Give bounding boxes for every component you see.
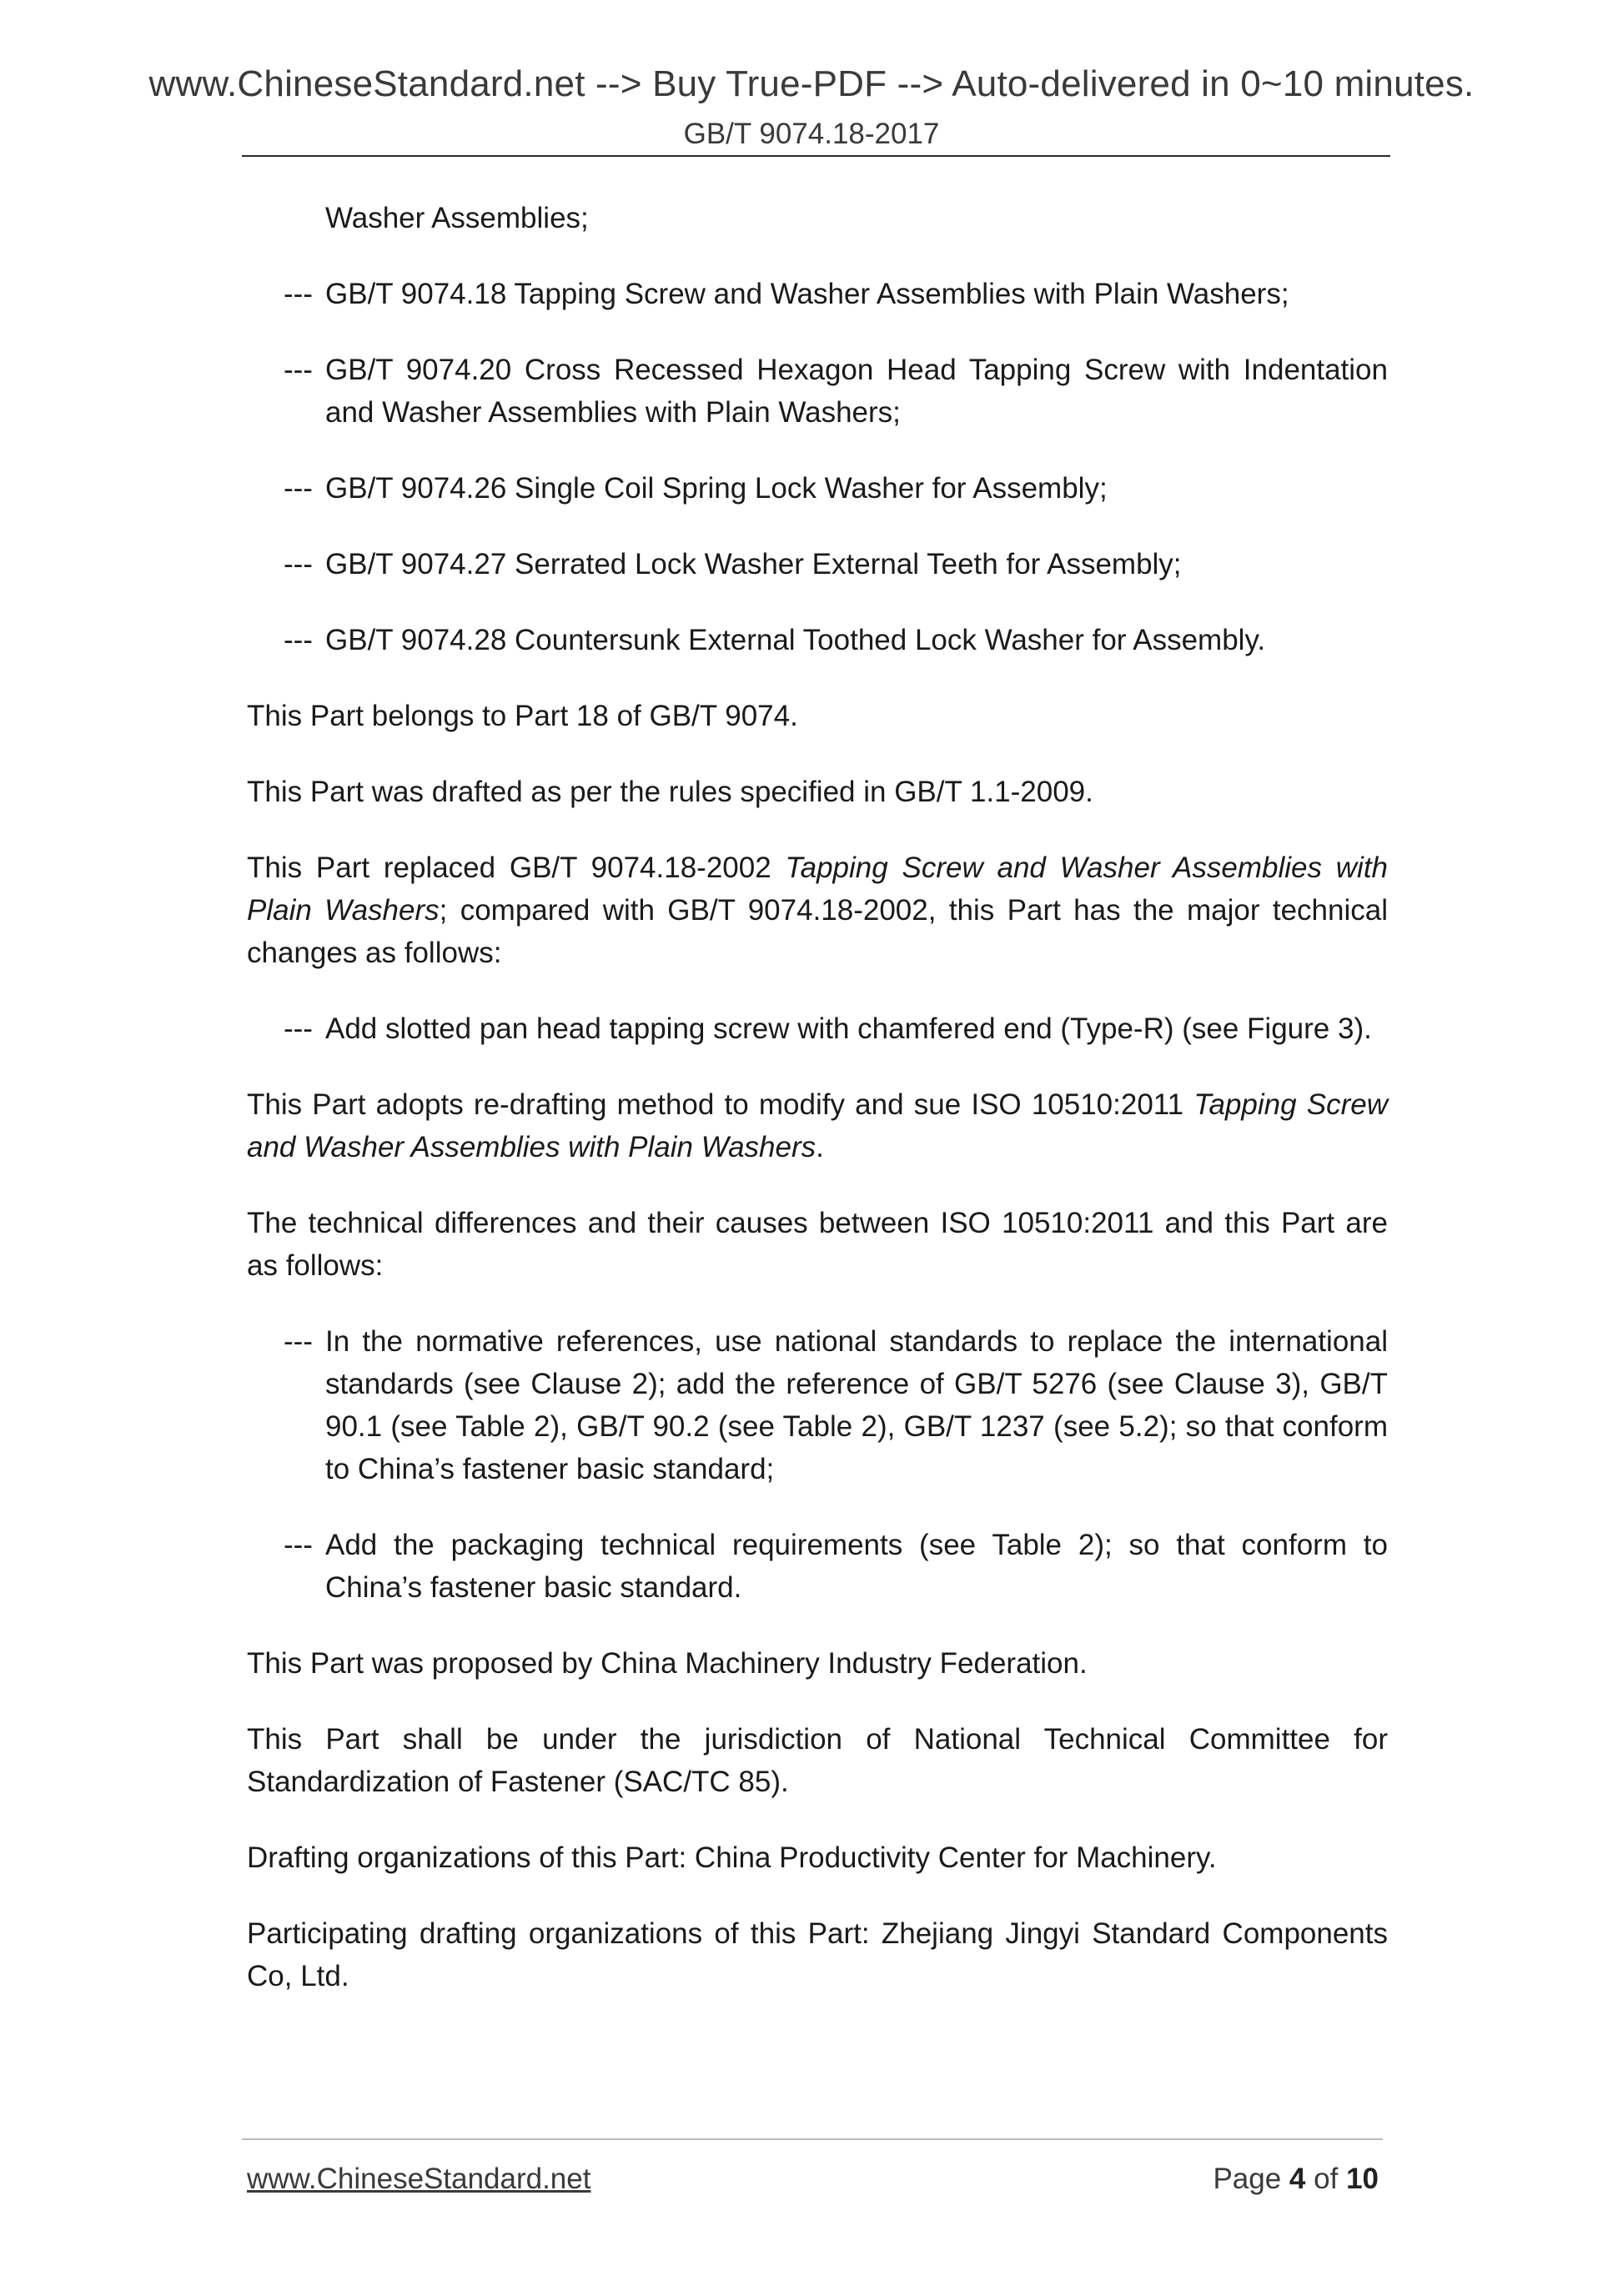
list-dash: --- [284, 1529, 313, 1561]
list-item [247, 619, 1388, 661]
document-code: GB/T 9074.18-2017 [683, 118, 940, 150]
list-item-continuation: Washer Assemblies; [325, 202, 589, 234]
paragraph-replaced [247, 847, 1388, 974]
footer-divider [242, 2138, 1383, 2140]
document-body [247, 197, 1388, 2031]
list-dash: --- [284, 1325, 313, 1358]
adopts-standard-title: Tapping Screw and Washer Assemblies with Plain Washers [247, 1088, 1388, 1163]
list-item-text: GB/T 9074.26 Single Coil Spring Lock Washer for Assembly; [325, 472, 1108, 505]
page-total: 10 [1346, 2163, 1379, 2195]
list-item [247, 273, 1388, 315]
list-dash: --- [284, 548, 313, 580]
site-banner: www.ChineseStandard.net --> Buy True-PDF --> Auto-delivered in 0~10 minutes. [148, 63, 1475, 104]
list-item-text: GB/T 9074.27 Serrated Lock Washer External Teeth for Assembly; [325, 548, 1182, 580]
adopts-text-pre: This Part adopts re-drafting method to modify and sue ISO 10510:2011 [247, 1088, 1194, 1121]
list-item [247, 467, 1388, 510]
list-dash: --- [284, 1012, 313, 1045]
paragraph-drafting-orgs: Drafting organizations of this Part: China Productivity Center for Machinery. [247, 1841, 1217, 1874]
list-dash: --- [284, 354, 313, 386]
paragraph-proposed: This Part was proposed by China Machinery Industry Federation. [247, 1647, 1088, 1680]
paragraph-adopts [247, 1083, 1388, 1168]
adopts-text-post: . [816, 1131, 824, 1163]
list-item [247, 1007, 1388, 1050]
list-dash: --- [284, 278, 313, 310]
list-item-text: GB/T 9074.28 Countersunk External Toothed Lock Washer for Assembly. [325, 624, 1266, 656]
paragraph-jurisdiction: This Part shall be under the jurisdiction of National Technical Committee for Standardization of Fastener (SAC/TC 85). [247, 1723, 1388, 1798]
list-dash: --- [284, 624, 313, 656]
replaced-text-pre: This Part replaced GB/T 9074.18-2002 [247, 852, 786, 884]
paragraph-participating: Participating drafting organizations of this Part: Zhejiang Jingyi Standard Components Co, Ltd. [247, 1917, 1388, 1992]
replaced-text-post: ; compared with GB/T 9074.18-2002, this Part has the major technical changes as follows: [247, 894, 1388, 969]
replaced-standard-title: Tapping Screw and Washer Assemblies with Plain Washers [247, 852, 1389, 927]
list-item-text: Add the packaging technical requirements (see Table 2); so that conform to China’s fastener basic standard. [325, 1529, 1388, 1604]
paragraph-belongs: This Part belongs to Part 18 of GB/T 9074. [247, 700, 798, 732]
list-item [247, 1524, 1388, 1609]
list-item [247, 1320, 1388, 1490]
list-item-text: Add slotted pan head tapping screw with chamfered end (Type-R) (see Figure 3). [325, 1012, 1372, 1045]
page-current: 4 [1289, 2163, 1306, 2195]
page-number [1213, 2163, 1379, 2196]
list-item [247, 349, 1388, 434]
page-of: of [1314, 2163, 1339, 2195]
list-item-text: GB/T 9074.20 Cross Recessed Hexagon Head Tapping Screw with Indentation and Washer Assemblies with Plain Washers; [325, 354, 1388, 429]
list-item-text: GB/T 9074.18 Tapping Screw and Washer Assemblies with Plain Washers; [325, 278, 1289, 310]
paragraph-differences: The technical differences and their causes between ISO 10510:2011 and this Part are as follows: [247, 1207, 1388, 1282]
page-label: Page [1213, 2163, 1282, 2195]
list-item [247, 543, 1388, 585]
paragraph-drafted: This Part was drafted as per the rules specified in GB/T 1.1-2009. [247, 776, 1093, 808]
header-divider [242, 155, 1390, 157]
footer-site-link[interactable]: www.ChineseStandard.net [247, 2163, 591, 2195]
list-dash: --- [284, 472, 313, 505]
list-item-text: In the normative references, use national standards to replace the international standards (see Clause 2); add the reference of GB/T 5276 (see Clause 3), GB/T 90.1 (see Table 2), GB/T 90.2 (see Table 2), GB/T 1237 (see 5.2); so that conform to China’s fastener basic standard; [325, 1325, 1388, 1485]
